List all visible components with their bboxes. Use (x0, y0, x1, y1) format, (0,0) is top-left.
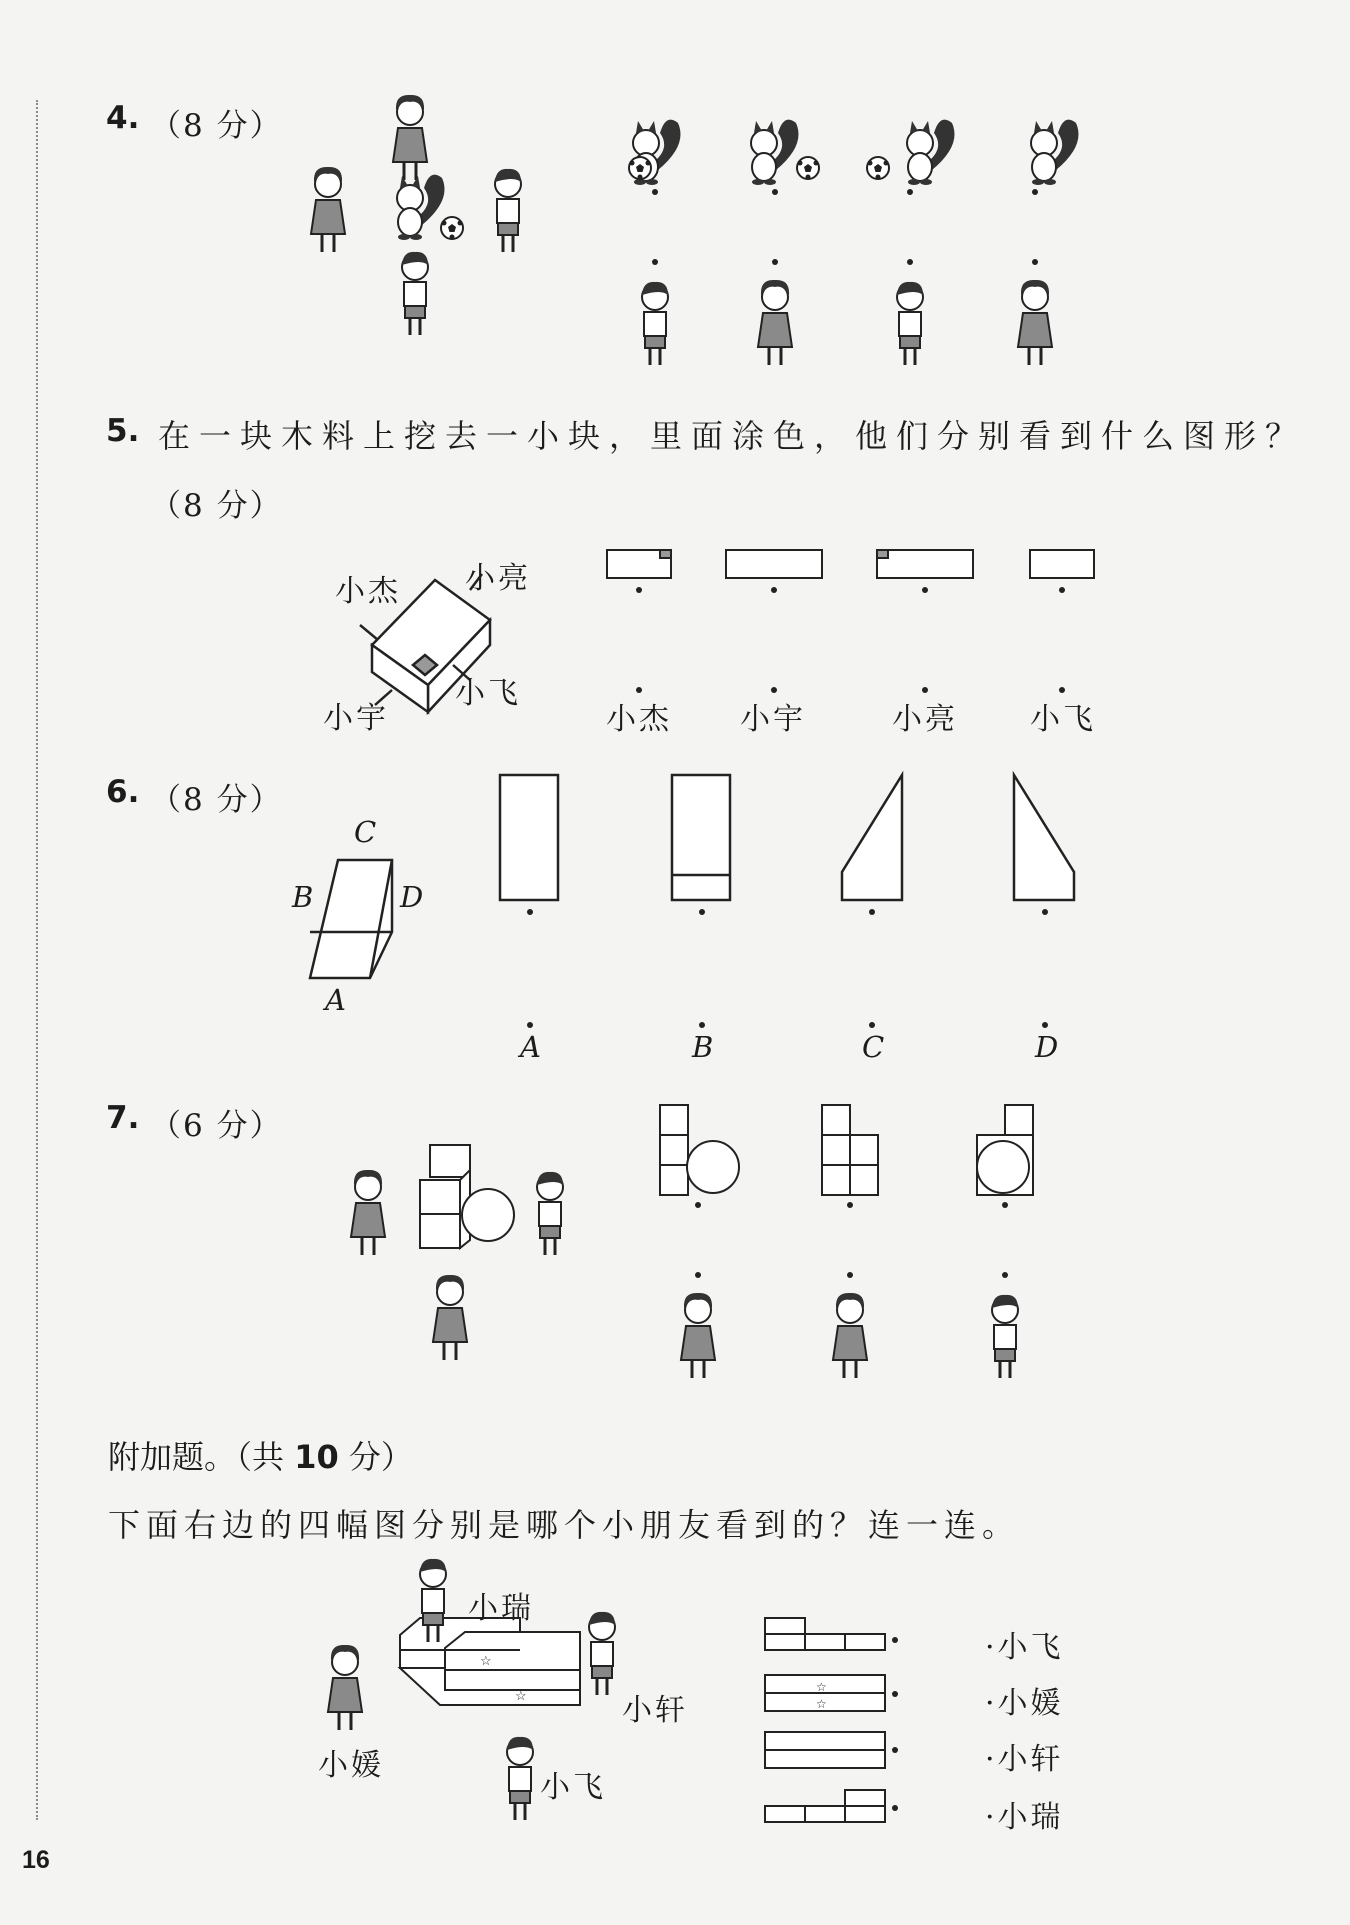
bonus-title-prefix: 附加题。（共 (108, 1438, 295, 1476)
q4-score: （8 分） (150, 108, 283, 144)
bonus-title-suffix: 分） (338, 1438, 413, 1476)
connect-dot[interactable] (1032, 259, 1038, 265)
q6-label-c: C (354, 815, 377, 849)
q5-answer-xiaoyu: 小宇 (740, 702, 806, 737)
q6-answer-d: D (1035, 1030, 1059, 1064)
girl-bottom-figure (433, 1275, 467, 1360)
bonus-label-xiaoxuan: 小轩 (622, 1693, 688, 1728)
q5-label-xiaojie: 小杰 (335, 574, 401, 609)
q7-view-shapes (660, 1105, 1033, 1195)
q7-score: （6 分） (150, 1108, 283, 1144)
bonus-name-xiaofei[interactable]: ·小飞 (985, 1630, 1064, 1665)
q6-answer-a: A (520, 1030, 541, 1064)
connect-dot[interactable] (1032, 189, 1038, 195)
q6-view-shapes (500, 775, 1074, 900)
q7-dots[interactable] (695, 1202, 1008, 1278)
svg-text:☆: ☆ (816, 1680, 827, 1694)
connect-dot[interactable] (772, 259, 778, 265)
q7-scene (351, 1145, 563, 1360)
soccer-ball-figure (441, 217, 463, 240)
soccer-ball-figure (629, 157, 651, 180)
q5-question: 在一块木料上挖去一小块，里面涂色，他们分别看到什么图形？ (158, 417, 1307, 455)
q5-dots[interactable] (636, 587, 1065, 693)
bonus-label-xiaofei: 小飞 (540, 1770, 606, 1805)
bonus-title-points: 10 (294, 1438, 339, 1476)
connect-dot[interactable] (652, 259, 658, 265)
bonus-name-xiaorui[interactable]: ·小瑞 (985, 1800, 1064, 1835)
q6-answer-b: B (692, 1030, 714, 1064)
q5-label-xiaofei: 小飞 (455, 676, 521, 711)
view-squirrel-right-figure (1031, 120, 1079, 185)
q5-number: 5. (106, 413, 140, 449)
connect-dot[interactable] (907, 189, 913, 195)
q6-label-d: D (400, 880, 424, 914)
bonus-dots[interactable] (892, 1637, 898, 1811)
boy-right-figure (495, 169, 521, 252)
q5-view-shapes (607, 550, 1094, 578)
girl-side-figure (1018, 280, 1052, 365)
ball-sphere-figure (462, 1189, 514, 1241)
q6-score: （8 分） (150, 782, 283, 818)
page-number: 16 (22, 1846, 50, 1874)
q5-label-xiaoyu: 小宇 (323, 701, 389, 736)
q7-children-views (681, 1293, 1018, 1378)
soccer-ball-figure (867, 157, 889, 180)
q6-label-a: A (325, 983, 346, 1017)
bonus-name-xiaoxuan[interactable]: ·小轩 (985, 1742, 1064, 1777)
view-squirrel-side-figure (907, 120, 955, 185)
bonus-instruction: 下面右边的四幅图分别是哪个小朋友看到的？连一连。 (108, 1506, 1021, 1544)
q6-dots[interactable] (527, 909, 1048, 1028)
girl-front-figure (758, 280, 792, 365)
svg-text:☆: ☆ (480, 1654, 492, 1669)
q5-answer-xiaoliang: 小亮 (892, 702, 958, 737)
svg-text:☆: ☆ (816, 1697, 827, 1711)
arrow-xiaojie-icon (360, 625, 378, 640)
bonus-name-xiaoai[interactable]: ·小媛 (985, 1686, 1064, 1721)
boy-bottom-figure (402, 252, 428, 335)
q5-answer-xiaofei: 小飞 (1030, 702, 1096, 737)
boy-side-figure (897, 282, 923, 365)
connect-dot[interactable] (652, 189, 658, 195)
svg-text:☆: ☆ (515, 1689, 527, 1704)
q4-number: 4. (106, 100, 140, 136)
view-squirrel-front-figure (751, 120, 799, 185)
bonus-label-xiaorui: 小瑞 (468, 1591, 534, 1626)
q6-number: 6. (106, 774, 140, 810)
girl-left-figure (311, 167, 345, 252)
bonus-title (108, 1432, 413, 1478)
bonus-view-shapes (765, 1618, 885, 1822)
q6-answer-c: C (862, 1030, 885, 1064)
q6-solid-figure (310, 860, 392, 978)
connect-dot[interactable] (907, 259, 913, 265)
q5-score: （8 分） (150, 488, 283, 524)
q4-views (629, 120, 1079, 365)
soccer-ball-figure (797, 157, 819, 180)
q6-label-b: B (292, 880, 314, 914)
girl-left-figure (351, 1170, 385, 1255)
q5-answer-xiaojie: 小杰 (606, 702, 672, 737)
connect-dot[interactable] (772, 189, 778, 195)
boy-right-figure (537, 1172, 563, 1255)
squirrel-center-figure (397, 175, 445, 240)
boy-back-figure (642, 282, 668, 365)
bonus-label-xiaoai: 小媛 (318, 1748, 384, 1783)
girl-top-figure (393, 95, 427, 180)
q4-scene (311, 95, 521, 335)
q7-number: 7. (106, 1100, 140, 1136)
q5-label-xiaoliang: 小亮 (465, 561, 531, 596)
